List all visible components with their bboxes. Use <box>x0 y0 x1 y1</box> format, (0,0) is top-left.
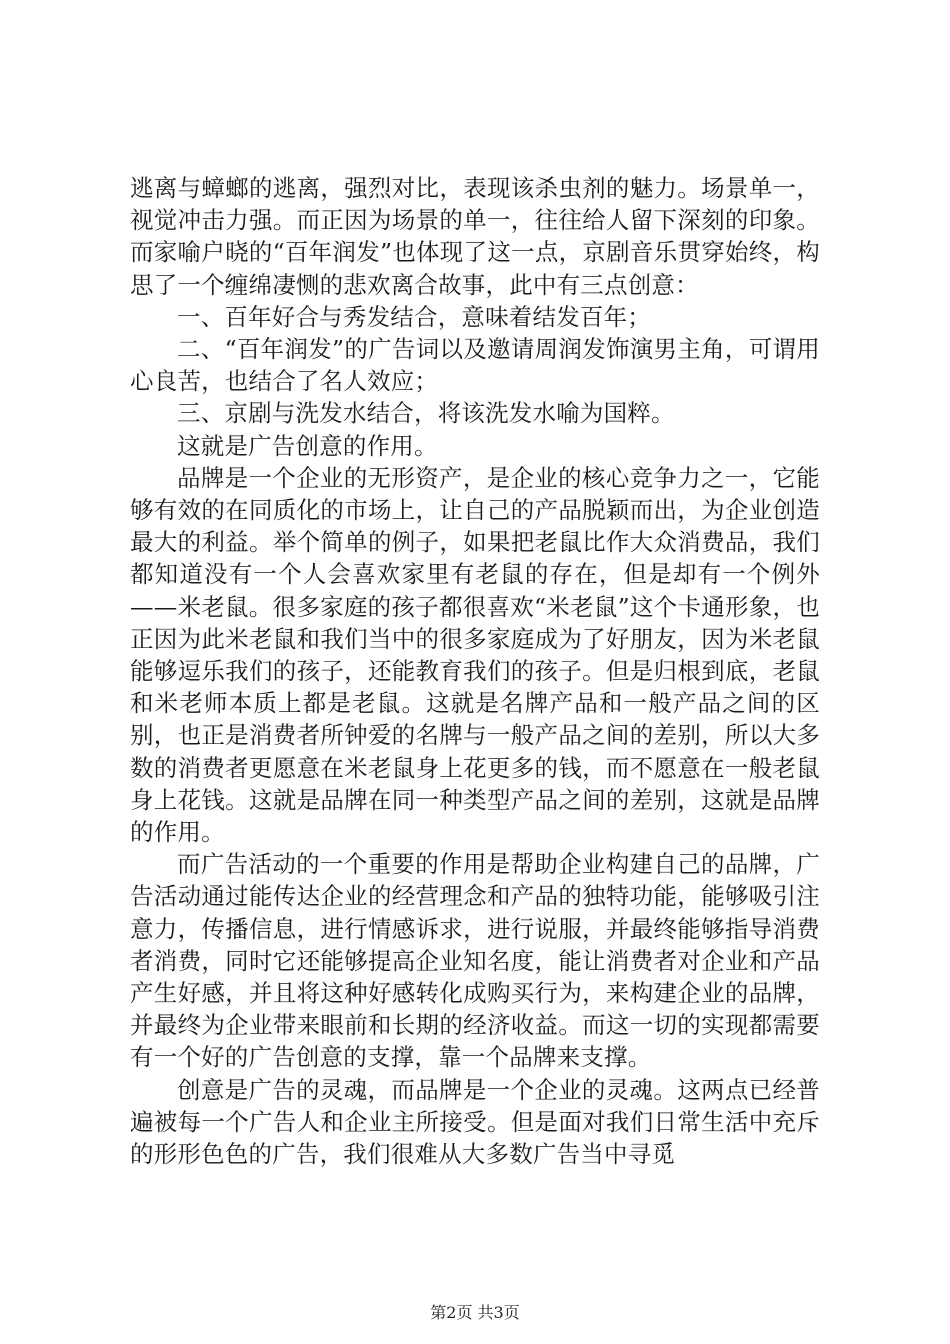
paragraph-2: 一、百年好合与秀发结合，意味着结发百年； <box>177 302 651 331</box>
paragraph-3: 二、“百年润发”的广告词以及邀请周润发饰演男主角，可谓用心良苦，也结合了名人效应； <box>130 335 820 396</box>
paragraph-5: 这就是广告创意的作用。 <box>177 431 438 460</box>
paragraph-1: 逃离与蟑螂的逃离，强烈对比，表现该杀虫剂的魅力。场景单一，视觉冲击力强。而正因为场景的单一，往往给人留下深刻的印象。而家喻户晓的“百年润发”也体现了这一点，京剧音乐贯穿始终，构思了一个缠绵凄恻的悲欢离合故事，此中有三点创意： <box>130 174 820 299</box>
page-number-label: 第2页 共3页 <box>430 1303 520 1322</box>
paragraph-7: 而广告活动的一个重要的作用是帮助企业构建自己的品牌，广告活动通过能传达企业的经营理念和产品的独特功能，能够吸引注意力，传播信息，进行情感诉求，进行说服，并最终能够指导消费者消费，同时它还能够提高企业知名度，能让消费者对企业和产品产生好感，并且将这种好感转化成购买行为，来构建企业的品牌，并最终为企业带来眼前和长期的经济收益。而这一切的实现都需要有一个好的广告创意的支撑，靠一个品牌来支撑。 <box>130 850 820 1072</box>
paragraph-4: 三、京剧与洗发水结合，将该洗发水喻为国粹。 <box>177 399 675 428</box>
paragraph-6: 品牌是一个企业的无形资产，是企业的核心竞争力之一，它能够有效的在同质化的市场上，让自己的产品脱颖而出，为企业创造最大的利益。举个简单的例子，如果把老鼠比作大众消费品，我们都知道没有一个人会喜欢家里有老鼠的存在，但是却有一个例外——米老鼠。很多家庭的孩子都很喜欢“米老鼠”这个卡通形象，也正因为此米老鼠和我们当中的很多家庭成为了好朋友，因为米老鼠能够逗乐我们的孩子，还能教育我们的孩子。但是归根到底，老鼠和米老师本质上都是老鼠。这就是名牌产品和一般产品之间的区别，也正是消费者所钟爱的名牌与一般产品之间的差别，所以大多数的消费者更愿意在米老鼠身上花更多的钱，而不愿意在一般老鼠身上花钱。这就是品牌在同一种类型产品之间的差别，这就是品牌的作用。 <box>130 463 820 847</box>
paragraph-8: 创意是广告的灵魂，而品牌是一个企业的灵魂。这两点已经普遍被每一个广告人和企业主所接受。但是面对我们日常生活中充斥的形形色色的广告，我们很难从大多数广告当中寻觅 <box>130 1075 820 1169</box>
body-text <box>130 172 820 1170</box>
page-footer <box>0 1300 950 1323</box>
